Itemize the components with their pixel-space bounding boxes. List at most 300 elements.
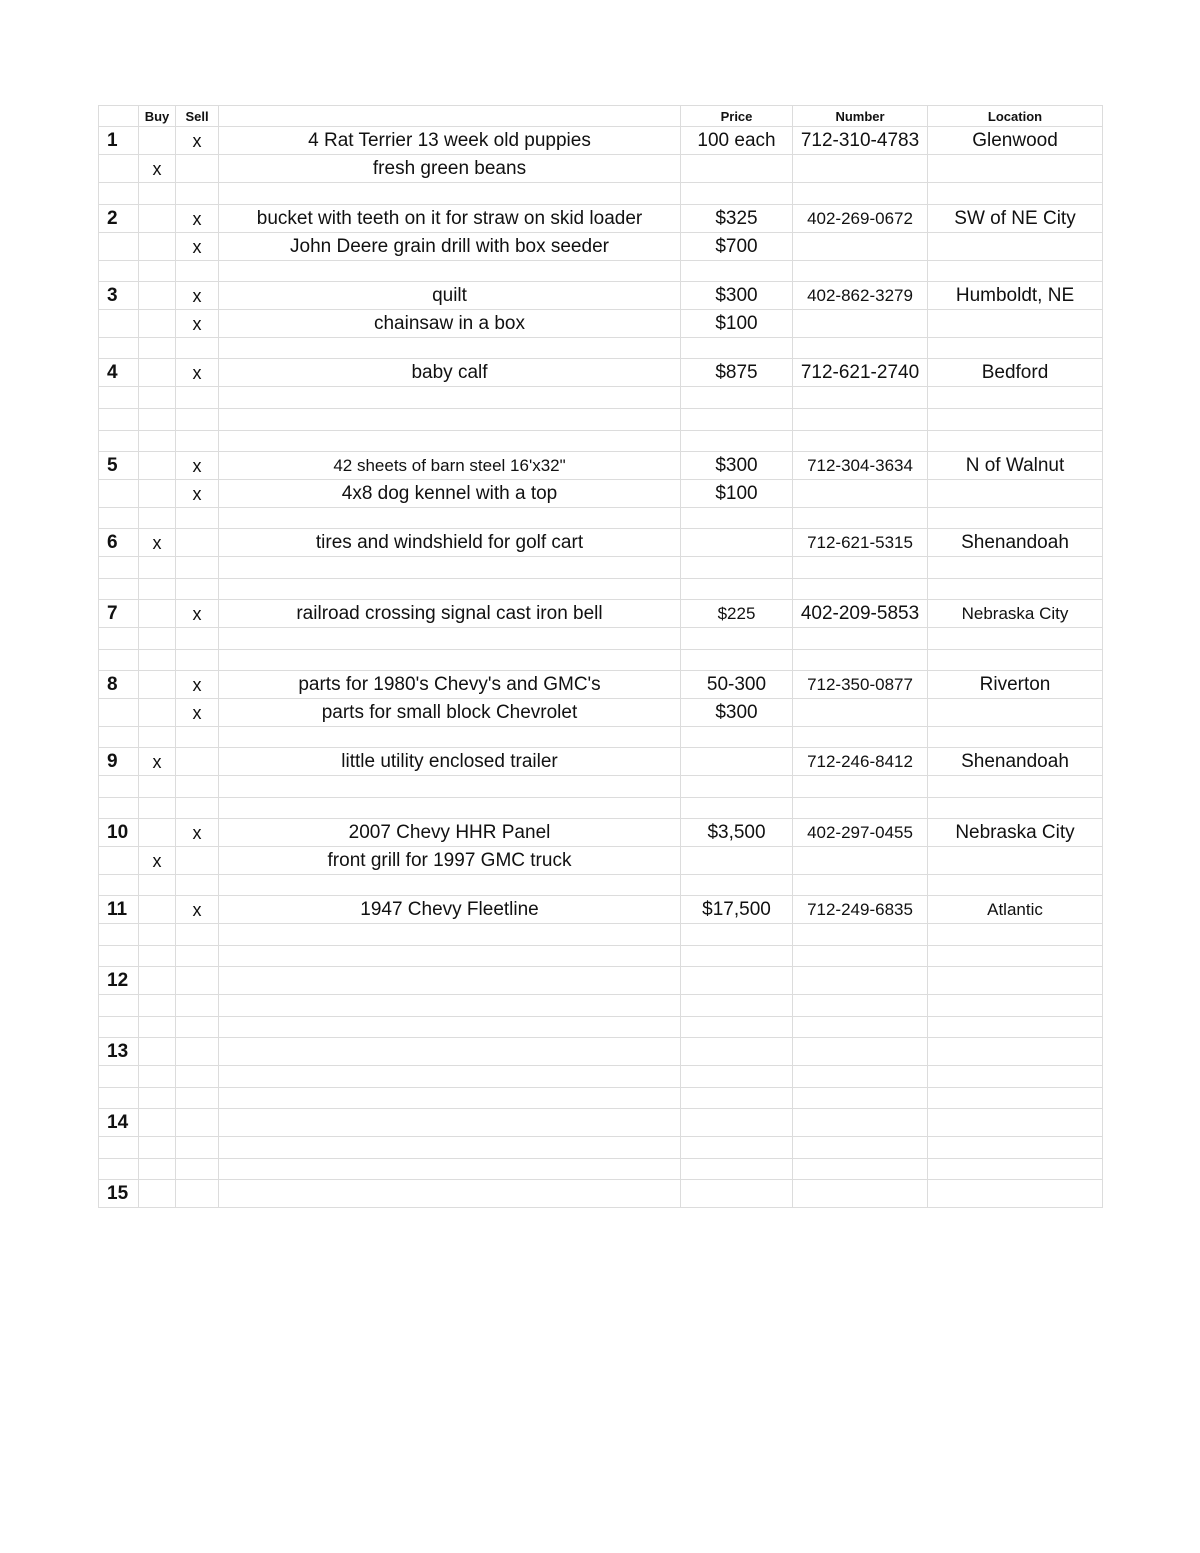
cell-num bbox=[99, 480, 139, 508]
header-item bbox=[219, 106, 681, 127]
table-row bbox=[99, 480, 1103, 508]
cell-buy: x bbox=[139, 847, 176, 875]
cell-num bbox=[99, 650, 139, 671]
cell-location bbox=[928, 967, 1103, 995]
cell-sell bbox=[176, 387, 219, 409]
table-row bbox=[99, 896, 1103, 924]
cell-num bbox=[99, 155, 139, 183]
table-row bbox=[99, 233, 1103, 261]
cell-number bbox=[793, 1109, 928, 1137]
cell-sell bbox=[176, 1159, 219, 1180]
cell-number bbox=[793, 480, 928, 508]
table-row bbox=[99, 1088, 1103, 1109]
cell-sell: x bbox=[176, 205, 219, 233]
cell-sell bbox=[176, 261, 219, 282]
cell-buy bbox=[139, 183, 176, 205]
cell-number: 712-310-4783 bbox=[793, 127, 928, 155]
cell-item bbox=[219, 875, 681, 896]
cell-num bbox=[99, 847, 139, 875]
cell-num bbox=[99, 1066, 139, 1088]
cell-price: 50-300 bbox=[681, 671, 793, 699]
cell-item bbox=[219, 924, 681, 946]
cell-price bbox=[681, 967, 793, 995]
cell-location bbox=[928, 946, 1103, 967]
cell-sell bbox=[176, 748, 219, 776]
table-row bbox=[99, 529, 1103, 557]
cell-num: 15 bbox=[99, 1180, 139, 1208]
cell-price: $300 bbox=[681, 282, 793, 310]
cell-number bbox=[793, 310, 928, 338]
table-row bbox=[99, 205, 1103, 233]
cell-buy bbox=[139, 409, 176, 431]
cell-num bbox=[99, 338, 139, 359]
cell-number: 402-297-0455 bbox=[793, 819, 928, 847]
cell-sell: x bbox=[176, 671, 219, 699]
cell-buy bbox=[139, 310, 176, 338]
cell-item bbox=[219, 946, 681, 967]
cell-buy bbox=[139, 776, 176, 798]
cell-price bbox=[681, 776, 793, 798]
cell-number: 712-246-8412 bbox=[793, 748, 928, 776]
cell-sell: x bbox=[176, 359, 219, 387]
cell-number: 712-350-0877 bbox=[793, 671, 928, 699]
cell-item bbox=[219, 508, 681, 529]
cell-location: Bedford bbox=[928, 359, 1103, 387]
cell-price bbox=[681, 628, 793, 650]
table-row bbox=[99, 579, 1103, 600]
cell-item: railroad crossing signal cast iron bell bbox=[219, 600, 681, 628]
cell-item bbox=[219, 387, 681, 409]
table-row bbox=[99, 1137, 1103, 1159]
cell-num bbox=[99, 233, 139, 261]
cell-item bbox=[219, 409, 681, 431]
cell-location bbox=[928, 480, 1103, 508]
cell-item bbox=[219, 1038, 681, 1066]
cell-buy bbox=[139, 1088, 176, 1109]
cell-price bbox=[681, 183, 793, 205]
cell-sell: x bbox=[176, 127, 219, 155]
cell-location bbox=[928, 847, 1103, 875]
cell-item: front grill for 1997 GMC truck bbox=[219, 847, 681, 875]
table-row bbox=[99, 748, 1103, 776]
cell-num bbox=[99, 431, 139, 452]
cell-number bbox=[793, 1088, 928, 1109]
cell-number bbox=[793, 995, 928, 1017]
cell-location bbox=[928, 875, 1103, 896]
cell-number bbox=[793, 233, 928, 261]
cell-location bbox=[928, 1017, 1103, 1038]
cell-location bbox=[928, 1159, 1103, 1180]
cell-buy bbox=[139, 480, 176, 508]
cell-sell bbox=[176, 529, 219, 557]
cell-num bbox=[99, 924, 139, 946]
cell-item bbox=[219, 1137, 681, 1159]
cell-buy bbox=[139, 1017, 176, 1038]
cell-item bbox=[219, 628, 681, 650]
cell-num bbox=[99, 579, 139, 600]
cell-number bbox=[793, 508, 928, 529]
cell-location bbox=[928, 233, 1103, 261]
cell-num: 3 bbox=[99, 282, 139, 310]
cell-price bbox=[681, 409, 793, 431]
cell-item: 4 Rat Terrier 13 week old puppies bbox=[219, 127, 681, 155]
table-row bbox=[99, 967, 1103, 995]
cell-item bbox=[219, 1159, 681, 1180]
cell-sell bbox=[176, 1038, 219, 1066]
cell-item: 2007 Chevy HHR Panel bbox=[219, 819, 681, 847]
cell-item bbox=[219, 338, 681, 359]
cell-sell bbox=[176, 776, 219, 798]
cell-price bbox=[681, 261, 793, 282]
table-row bbox=[99, 452, 1103, 480]
cell-sell bbox=[176, 1066, 219, 1088]
cell-price bbox=[681, 847, 793, 875]
cell-sell bbox=[176, 431, 219, 452]
cell-location bbox=[928, 1038, 1103, 1066]
cell-price bbox=[681, 1159, 793, 1180]
table-row bbox=[99, 1109, 1103, 1137]
cell-buy bbox=[139, 875, 176, 896]
cell-item bbox=[219, 261, 681, 282]
cell-num bbox=[99, 1088, 139, 1109]
table-row bbox=[99, 127, 1103, 155]
cell-sell bbox=[176, 847, 219, 875]
cell-sell bbox=[176, 557, 219, 579]
table-row bbox=[99, 798, 1103, 819]
table-row bbox=[99, 261, 1103, 282]
table-row bbox=[99, 776, 1103, 798]
cell-num bbox=[99, 310, 139, 338]
cell-num: 8 bbox=[99, 671, 139, 699]
cell-number bbox=[793, 387, 928, 409]
cell-sell bbox=[176, 628, 219, 650]
cell-item bbox=[219, 727, 681, 748]
cell-price bbox=[681, 995, 793, 1017]
cell-price bbox=[681, 1038, 793, 1066]
table-row bbox=[99, 557, 1103, 579]
cell-buy bbox=[139, 819, 176, 847]
cell-price: $100 bbox=[681, 480, 793, 508]
cell-price bbox=[681, 557, 793, 579]
cell-item bbox=[219, 183, 681, 205]
cell-item bbox=[219, 776, 681, 798]
header-num bbox=[99, 106, 139, 127]
cell-sell bbox=[176, 1109, 219, 1137]
table-row bbox=[99, 995, 1103, 1017]
table-row bbox=[99, 387, 1103, 409]
cell-item: bucket with teeth on it for straw on skid loader bbox=[219, 205, 681, 233]
cell-num: 10 bbox=[99, 819, 139, 847]
cell-item: little utility enclosed trailer bbox=[219, 748, 681, 776]
cell-price: $225 bbox=[681, 600, 793, 628]
cell-num bbox=[99, 387, 139, 409]
cell-buy bbox=[139, 1038, 176, 1066]
cell-location bbox=[928, 338, 1103, 359]
cell-buy bbox=[139, 995, 176, 1017]
cell-number bbox=[793, 1180, 928, 1208]
cell-num bbox=[99, 183, 139, 205]
cell-price bbox=[681, 924, 793, 946]
cell-number bbox=[793, 261, 928, 282]
cell-location bbox=[928, 183, 1103, 205]
table-row bbox=[99, 650, 1103, 671]
cell-buy bbox=[139, 359, 176, 387]
cell-location: Nebraska City bbox=[928, 819, 1103, 847]
cell-price: $325 bbox=[681, 205, 793, 233]
cell-item: tires and windshield for golf cart bbox=[219, 529, 681, 557]
table-row bbox=[99, 600, 1103, 628]
cell-num bbox=[99, 557, 139, 579]
cell-sell: x bbox=[176, 310, 219, 338]
table-row bbox=[99, 1180, 1103, 1208]
cell-buy bbox=[139, 798, 176, 819]
cell-price: $3,500 bbox=[681, 819, 793, 847]
cell-location: Riverton bbox=[928, 671, 1103, 699]
table-row bbox=[99, 924, 1103, 946]
cell-num: 7 bbox=[99, 600, 139, 628]
cell-price bbox=[681, 1180, 793, 1208]
cell-sell bbox=[176, 650, 219, 671]
table-row bbox=[99, 847, 1103, 875]
cell-number bbox=[793, 875, 928, 896]
cell-price: $17,500 bbox=[681, 896, 793, 924]
cell-item bbox=[219, 1017, 681, 1038]
cell-location bbox=[928, 727, 1103, 748]
cell-location bbox=[928, 995, 1103, 1017]
cell-buy bbox=[139, 338, 176, 359]
cell-price bbox=[681, 155, 793, 183]
cell-buy bbox=[139, 650, 176, 671]
cell-location bbox=[928, 508, 1103, 529]
cell-price: 100 each bbox=[681, 127, 793, 155]
cell-sell bbox=[176, 409, 219, 431]
cell-number bbox=[793, 628, 928, 650]
cell-sell: x bbox=[176, 699, 219, 727]
cell-number bbox=[793, 776, 928, 798]
cell-buy bbox=[139, 1109, 176, 1137]
cell-num: 2 bbox=[99, 205, 139, 233]
cell-num bbox=[99, 1137, 139, 1159]
header-price: Price bbox=[681, 106, 793, 127]
cell-number: 402-269-0672 bbox=[793, 205, 928, 233]
cell-sell bbox=[176, 183, 219, 205]
table-row bbox=[99, 1066, 1103, 1088]
cell-location bbox=[928, 628, 1103, 650]
cell-sell bbox=[176, 967, 219, 995]
table-row bbox=[99, 727, 1103, 748]
cell-buy bbox=[139, 967, 176, 995]
cell-location: Nebraska City bbox=[928, 600, 1103, 628]
cell-item bbox=[219, 967, 681, 995]
header-buy: Buy bbox=[139, 106, 176, 127]
cell-num bbox=[99, 409, 139, 431]
cell-sell: x bbox=[176, 819, 219, 847]
cell-num bbox=[99, 875, 139, 896]
cell-sell bbox=[176, 924, 219, 946]
cell-location bbox=[928, 1137, 1103, 1159]
cell-number bbox=[793, 1066, 928, 1088]
cell-num: 6 bbox=[99, 529, 139, 557]
cell-location bbox=[928, 1066, 1103, 1088]
cell-item: parts for small block Chevrolet bbox=[219, 699, 681, 727]
cell-price bbox=[681, 798, 793, 819]
cell-buy: x bbox=[139, 155, 176, 183]
cell-sell: x bbox=[176, 233, 219, 261]
cell-number bbox=[793, 338, 928, 359]
cell-buy bbox=[139, 671, 176, 699]
table-row bbox=[99, 699, 1103, 727]
cell-number bbox=[793, 650, 928, 671]
cell-sell: x bbox=[176, 480, 219, 508]
cell-location: SW of NE City bbox=[928, 205, 1103, 233]
table-row bbox=[99, 310, 1103, 338]
cell-item bbox=[219, 431, 681, 452]
cell-num bbox=[99, 946, 139, 967]
cell-sell bbox=[176, 946, 219, 967]
cell-number bbox=[793, 557, 928, 579]
cell-location bbox=[928, 557, 1103, 579]
cell-number: 712-621-2740 bbox=[793, 359, 928, 387]
cell-number: 712-621-5315 bbox=[793, 529, 928, 557]
cell-location: Atlantic bbox=[928, 896, 1103, 924]
cell-location bbox=[928, 924, 1103, 946]
table-row bbox=[99, 946, 1103, 967]
cell-price bbox=[681, 529, 793, 557]
cell-location bbox=[928, 387, 1103, 409]
cell-price: $100 bbox=[681, 310, 793, 338]
cell-buy bbox=[139, 896, 176, 924]
cell-buy bbox=[139, 557, 176, 579]
cell-number: 402-862-3279 bbox=[793, 282, 928, 310]
cell-item bbox=[219, 995, 681, 1017]
cell-buy bbox=[139, 387, 176, 409]
table-row bbox=[99, 338, 1103, 359]
cell-buy: x bbox=[139, 529, 176, 557]
cell-number bbox=[793, 1159, 928, 1180]
cell-item bbox=[219, 798, 681, 819]
table-row bbox=[99, 183, 1103, 205]
table-row bbox=[99, 409, 1103, 431]
table-row bbox=[99, 1038, 1103, 1066]
cell-location bbox=[928, 699, 1103, 727]
cell-sell bbox=[176, 1180, 219, 1208]
cell-num: 1 bbox=[99, 127, 139, 155]
cell-number bbox=[793, 727, 928, 748]
cell-buy bbox=[139, 924, 176, 946]
cell-number: 712-249-6835 bbox=[793, 896, 928, 924]
cell-buy bbox=[139, 233, 176, 261]
cell-buy bbox=[139, 1066, 176, 1088]
cell-sell bbox=[176, 155, 219, 183]
cell-location bbox=[928, 155, 1103, 183]
cell-price bbox=[681, 1137, 793, 1159]
cell-number bbox=[793, 1017, 928, 1038]
cell-item: 4x8 dog kennel with a top bbox=[219, 480, 681, 508]
cell-price: $875 bbox=[681, 359, 793, 387]
cell-price bbox=[681, 1109, 793, 1137]
cell-sell bbox=[176, 875, 219, 896]
cell-num bbox=[99, 776, 139, 798]
cell-location bbox=[928, 579, 1103, 600]
table-row bbox=[99, 155, 1103, 183]
cell-number bbox=[793, 967, 928, 995]
cell-num: 13 bbox=[99, 1038, 139, 1066]
cell-location bbox=[928, 409, 1103, 431]
cell-item: 1947 Chevy Fleetline bbox=[219, 896, 681, 924]
cell-location bbox=[928, 431, 1103, 452]
cell-num: 14 bbox=[99, 1109, 139, 1137]
cell-buy bbox=[139, 431, 176, 452]
table-row bbox=[99, 671, 1103, 699]
cell-number bbox=[793, 579, 928, 600]
cell-num bbox=[99, 261, 139, 282]
cell-buy bbox=[139, 452, 176, 480]
cell-buy bbox=[139, 282, 176, 310]
table-row bbox=[99, 282, 1103, 310]
header-number: Number bbox=[793, 106, 928, 127]
cell-buy bbox=[139, 727, 176, 748]
cell-sell bbox=[176, 579, 219, 600]
cell-number bbox=[793, 1038, 928, 1066]
cell-sell: x bbox=[176, 600, 219, 628]
cell-num: 9 bbox=[99, 748, 139, 776]
cell-price bbox=[681, 387, 793, 409]
cell-price: $300 bbox=[681, 452, 793, 480]
cell-price bbox=[681, 1088, 793, 1109]
cell-sell bbox=[176, 727, 219, 748]
cell-num: 4 bbox=[99, 359, 139, 387]
cell-price bbox=[681, 727, 793, 748]
cell-num bbox=[99, 1017, 139, 1038]
cell-price bbox=[681, 1066, 793, 1088]
cell-num: 11 bbox=[99, 896, 139, 924]
cell-item bbox=[219, 579, 681, 600]
cell-price bbox=[681, 338, 793, 359]
cell-buy bbox=[139, 205, 176, 233]
cell-sell bbox=[176, 798, 219, 819]
cell-sell: x bbox=[176, 282, 219, 310]
cell-price bbox=[681, 650, 793, 671]
cell-location bbox=[928, 1088, 1103, 1109]
cell-price bbox=[681, 431, 793, 452]
cell-number bbox=[793, 946, 928, 967]
cell-sell bbox=[176, 1088, 219, 1109]
cell-location bbox=[928, 798, 1103, 819]
cell-sell bbox=[176, 1017, 219, 1038]
cell-price bbox=[681, 946, 793, 967]
cell-location: Shenandoah bbox=[928, 748, 1103, 776]
cell-location bbox=[928, 310, 1103, 338]
cell-num bbox=[99, 699, 139, 727]
cell-buy bbox=[139, 1159, 176, 1180]
cell-buy bbox=[139, 699, 176, 727]
cell-item: quilt bbox=[219, 282, 681, 310]
cell-number bbox=[793, 409, 928, 431]
cell-num bbox=[99, 508, 139, 529]
table-row bbox=[99, 508, 1103, 529]
cell-number bbox=[793, 798, 928, 819]
table-row bbox=[99, 1159, 1103, 1180]
cell-number bbox=[793, 699, 928, 727]
cell-buy bbox=[139, 261, 176, 282]
cell-price bbox=[681, 748, 793, 776]
cell-item: John Deere grain drill with box seeder bbox=[219, 233, 681, 261]
cell-location bbox=[928, 1180, 1103, 1208]
cell-price bbox=[681, 875, 793, 896]
cell-location: Glenwood bbox=[928, 127, 1103, 155]
cell-item bbox=[219, 650, 681, 671]
cell-sell bbox=[176, 995, 219, 1017]
